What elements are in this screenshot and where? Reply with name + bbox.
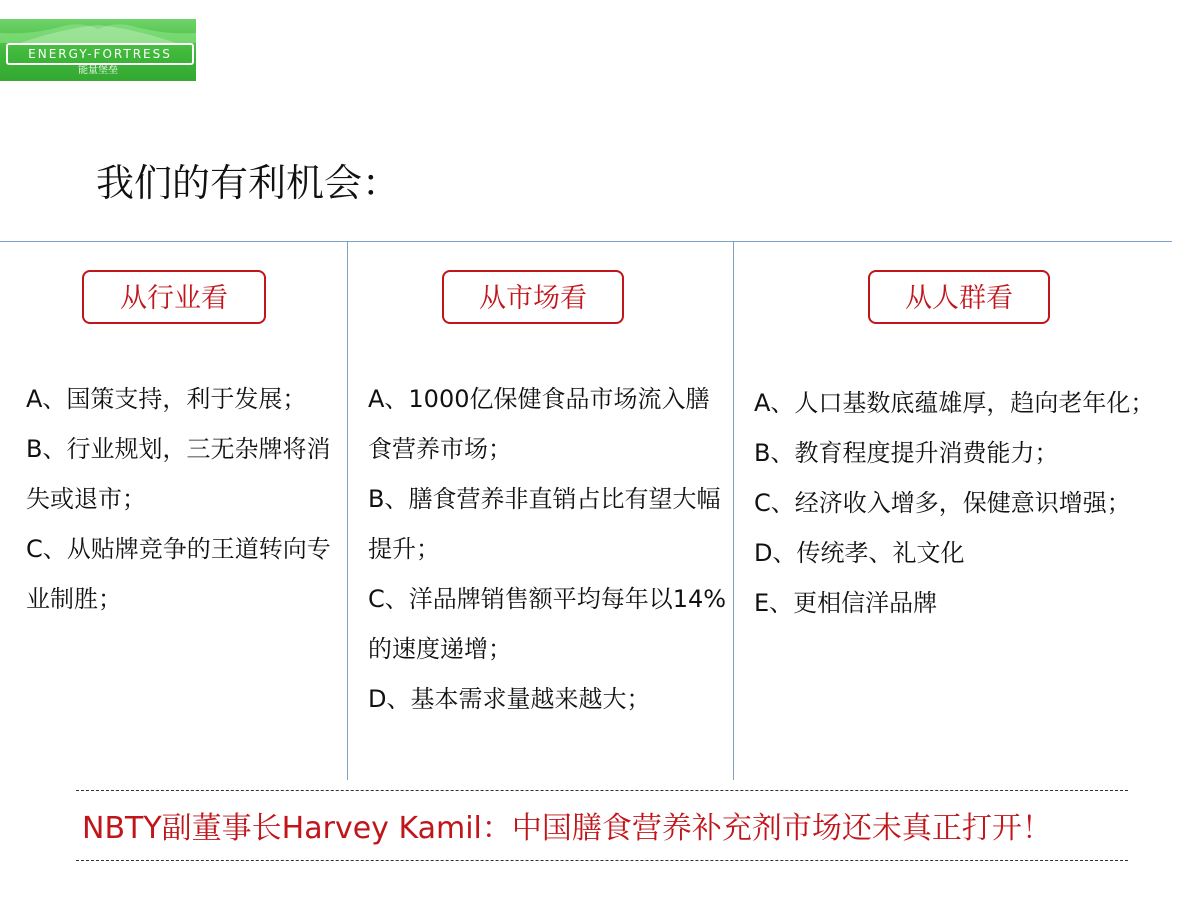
list-item: C、经济收入增多，保健意识增强； bbox=[754, 489, 1131, 517]
list-item: E、更相信洋品牌 bbox=[754, 589, 938, 617]
quote-top-dashed-rule bbox=[76, 790, 1128, 791]
population-points-list bbox=[754, 378, 1194, 628]
list-item: B、教育程度提升消费能力； bbox=[754, 439, 1059, 467]
list-item: D、基本需求量越来越大； bbox=[368, 685, 651, 713]
bottom-quote: NBTY副董事长Harvey Kamil：中国膳食营养补充剂市场还未真正打开！ bbox=[82, 811, 1052, 846]
market-points-list bbox=[368, 374, 728, 724]
list-item: D、传统孝、礼文化 bbox=[754, 539, 965, 567]
column-heading-population: 从人群看 bbox=[868, 270, 1050, 324]
industry-points-list bbox=[26, 374, 336, 624]
list-item: C、从贴牌竞争的王道转向专业制胜； bbox=[26, 535, 331, 613]
list-item: B、膳食营养非直销占比有望大幅提升； bbox=[368, 485, 721, 563]
column-divider-2 bbox=[733, 242, 734, 780]
logo-dome-graphic bbox=[0, 19, 196, 43]
logo-subtext: 能量堡垒 bbox=[78, 65, 118, 76]
column-heading-industry: 从行业看 bbox=[82, 270, 266, 324]
company-logo bbox=[0, 19, 196, 81]
logo-wordmark: ENERGY-FORTRESS bbox=[6, 43, 194, 65]
list-item: A、国策支持，利于发展； bbox=[26, 385, 307, 413]
column-divider-1 bbox=[347, 242, 348, 780]
slide-title: 我们的有利机会： bbox=[96, 161, 401, 205]
list-item: A、1000亿保健食品市场流入膳食营养市场； bbox=[368, 385, 710, 463]
quote-bottom-dashed-rule bbox=[76, 860, 1128, 861]
list-item: A、人口基数底蕴雄厚，趋向老年化； bbox=[754, 389, 1155, 417]
list-item: C、洋品牌销售额平均每年以14%的速度递增； bbox=[368, 585, 727, 663]
list-item: B、行业规划，三无杂牌将消失或退市； bbox=[26, 435, 331, 513]
top-divider bbox=[0, 241, 1172, 242]
column-heading-market: 从市场看 bbox=[442, 270, 624, 324]
